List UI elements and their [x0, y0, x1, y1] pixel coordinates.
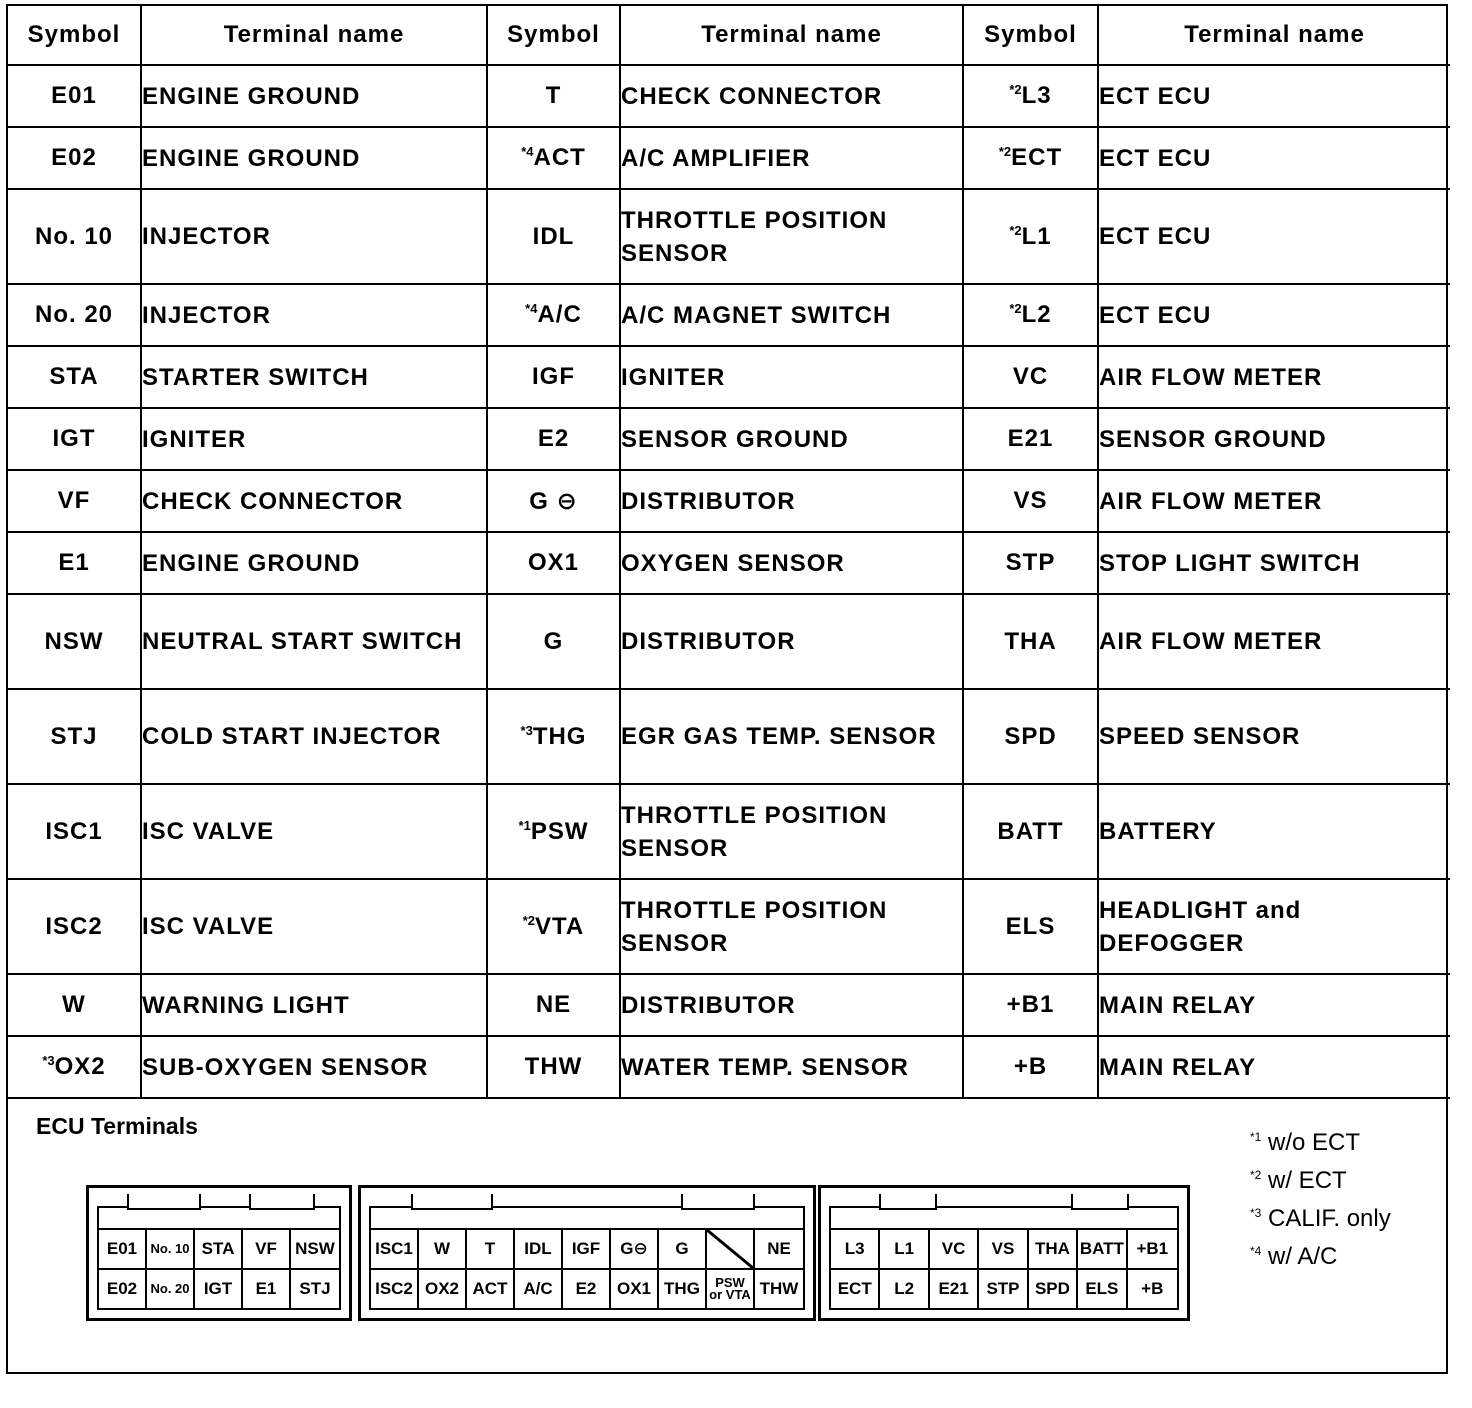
connector-c-pin: ECT [831, 1268, 880, 1308]
ecu-connector-a [86, 1185, 352, 1321]
connector-c-pin: L3 [831, 1228, 880, 1268]
terminal-name-cell: IGNITER [141, 408, 487, 470]
footnote-mark: *2 [1250, 1168, 1262, 1182]
connector-c-pins [831, 1228, 1177, 1308]
terminal-name-cell: THROTTLE POSITION SENSOR [620, 189, 963, 284]
connector-b-pin: E2 [563, 1268, 611, 1308]
connector-a-pin: VF [243, 1228, 291, 1268]
connector-a-pin: E1 [243, 1268, 291, 1308]
terminal-name-cell: ECT ECU [1098, 127, 1450, 189]
header-symbol-1: Symbol [8, 6, 141, 65]
terminal-sheet [6, 4, 1448, 1374]
connector-c-pin: VS [979, 1228, 1028, 1268]
header-terminal-name-3: Terminal name [1098, 6, 1450, 65]
ecu-terminals-section [8, 1099, 1446, 1373]
symbol-cell: OX1 [487, 532, 620, 594]
footnote-text: w/ ECT [1268, 1167, 1347, 1194]
connector-a-pins [99, 1228, 339, 1308]
terminal-name-cell: OXYGEN SENSOR [620, 532, 963, 594]
ecu-connector-b [358, 1185, 816, 1321]
symbol-cell: E21 [963, 408, 1098, 470]
terminal-name-cell: MAIN RELAY [1098, 974, 1450, 1036]
terminal-name-cell: INJECTOR [141, 284, 487, 346]
symbol-cell: NE [487, 974, 620, 1036]
terminal-name-cell: AIR FLOW METER [1098, 346, 1450, 408]
symbol-cell: E2 [487, 408, 620, 470]
symbol-cell: VF [8, 470, 141, 532]
connector-b-pin: IDL [515, 1228, 563, 1268]
symbol-cell: ISC2 [8, 879, 141, 974]
footnote-mark: *1 [1250, 1130, 1262, 1144]
symbol-cell: $^{*3}$THG [487, 689, 620, 784]
terminal-name-cell: ENGINE GROUND [141, 532, 487, 594]
connector-b-pin: W [419, 1228, 467, 1268]
terminal-name-cell: ISC VALVE [141, 879, 487, 974]
connector-key-notch [127, 1194, 201, 1210]
table-row [8, 879, 1450, 974]
symbol-cell: STJ [8, 689, 141, 784]
connector-b-pin: NE [755, 1228, 803, 1268]
table-row [8, 408, 1450, 470]
table-row [8, 470, 1450, 532]
terminal-name-cell: WATER TEMP. SENSOR [620, 1036, 963, 1098]
terminal-name-cell: INJECTOR [141, 189, 487, 284]
terminal-name-cell: ENGINE GROUND [141, 65, 487, 127]
symbol-cell: VC [963, 346, 1098, 408]
header-symbol-2: Symbol [487, 6, 620, 65]
connector-b-pin: THW [755, 1268, 803, 1308]
symbol-cell: No. 10 [8, 189, 141, 284]
ecu-terminals-title: ECU Terminals [36, 1113, 198, 1139]
connector-b-pin: OX2 [419, 1268, 467, 1308]
symbol-cell: STP [963, 532, 1098, 594]
terminal-name-cell: IGNITER [620, 346, 963, 408]
symbol-cell: $^{*2}$L1 [963, 189, 1098, 284]
table-row [8, 974, 1450, 1036]
terminal-name-cell: CHECK CONNECTOR [620, 65, 963, 127]
symbol-cell: $^{*2}$VTA [487, 879, 620, 974]
connector-a-pin: E01 [99, 1228, 147, 1268]
connector-b-pin: PSW or VTA [707, 1268, 755, 1308]
symbol-cell: ELS [963, 879, 1098, 974]
connector-key-notch [1071, 1194, 1129, 1210]
terminal-name-cell: SUB-OXYGEN SENSOR [141, 1036, 487, 1098]
connector-a-pin: IGT [195, 1268, 243, 1308]
symbol-cell: E01 [8, 65, 141, 127]
terminal-name-cell: ECT ECU [1098, 189, 1450, 284]
connector-c-pin: L2 [880, 1268, 929, 1308]
connector-b-pin: IGF [563, 1228, 611, 1268]
symbol-cell: $^{*3}$OX2 [8, 1036, 141, 1098]
symbol-cell: G [487, 594, 620, 689]
connector-c-pin: STP [979, 1268, 1028, 1308]
symbol-cell: +B [963, 1036, 1098, 1098]
terminal-name-cell: STARTER SWITCH [141, 346, 487, 408]
footnote-mark: *4 [1250, 1244, 1262, 1258]
connector-b-pin: G⊖ [611, 1228, 659, 1268]
terminal-name-cell: CHECK CONNECTOR [141, 470, 487, 532]
connector-c-body [829, 1206, 1179, 1310]
connector-b-pin: THG [659, 1268, 707, 1308]
symbol-cell: IGF [487, 346, 620, 408]
header-symbol-3: Symbol [963, 6, 1098, 65]
table-row [8, 65, 1450, 127]
connector-a-pin: NSW [291, 1228, 339, 1268]
symbol-cell: ISC1 [8, 784, 141, 879]
symbol-cell: $^{*1}$PSW [487, 784, 620, 879]
terminal-name-cell: ECT ECU [1098, 284, 1450, 346]
table-row [8, 189, 1450, 284]
symbol-cell: E1 [8, 532, 141, 594]
ecu-connector-c [818, 1185, 1190, 1321]
terminal-name-cell: DISTRIBUTOR [620, 594, 963, 689]
connector-c-pin: +B1 [1128, 1228, 1177, 1268]
connector-key-notch [681, 1194, 755, 1210]
terminal-name-cell: THROTTLE POSITION SENSOR [620, 879, 963, 974]
connector-c-pin: +B [1128, 1268, 1177, 1308]
connector-key-notch [411, 1194, 493, 1210]
symbol-cell: VS [963, 470, 1098, 532]
symbol-cell: $^{*4}$A/C [487, 284, 620, 346]
symbol-cell: IDL [487, 189, 620, 284]
terminal-name-cell: AIR FLOW METER [1098, 470, 1450, 532]
terminal-name-cell: EGR GAS TEMP. SENSOR [620, 689, 963, 784]
symbol-cell: G ⊖ [487, 470, 620, 532]
symbol-cell: $^{*2}$L3 [963, 65, 1098, 127]
terminal-name-cell: DISTRIBUTOR [620, 974, 963, 1036]
footnote-4 [1250, 1235, 1391, 1273]
symbol-cell: BATT [963, 784, 1098, 879]
terminal-name-cell: SENSOR GROUND [1098, 408, 1450, 470]
connector-b-pin: ACT [467, 1268, 515, 1308]
table-row [8, 532, 1450, 594]
connector-b-pin: G [659, 1228, 707, 1268]
connector-b-pin [707, 1228, 755, 1268]
footnote-text: w/ A/C [1268, 1243, 1338, 1270]
symbol-cell: E02 [8, 127, 141, 189]
symbol-cell: SPD [963, 689, 1098, 784]
symbol-cell: T [487, 65, 620, 127]
symbol-cell: No. 20 [8, 284, 141, 346]
connector-a-pin: STJ [291, 1268, 339, 1308]
table-row [8, 127, 1450, 189]
symbol-cell: W [8, 974, 141, 1036]
symbol-cell: $^{*2}$L2 [963, 284, 1098, 346]
symbol-cell: $^{*2}$ECT [963, 127, 1098, 189]
connector-b-pin: ISC1 [371, 1228, 419, 1268]
connector-c-pin: ELS [1078, 1268, 1127, 1308]
header-terminal-name-1: Terminal name [141, 6, 487, 65]
connector-key-notch [879, 1194, 937, 1210]
table-row [8, 594, 1450, 689]
footnote-text: w/o ECT [1268, 1129, 1361, 1156]
symbol-cell: $^{*4}$ACT [487, 127, 620, 189]
symbol-cell: IGT [8, 408, 141, 470]
table-row [8, 284, 1450, 346]
connector-a-pin: No. 10 [147, 1228, 195, 1268]
connector-a-pin: STA [195, 1228, 243, 1268]
connector-c-pin: SPD [1029, 1268, 1078, 1308]
connector-b-pin: A/C [515, 1268, 563, 1308]
terminal-name-cell: MAIN RELAY [1098, 1036, 1450, 1098]
terminal-name-cell: A/C MAGNET SWITCH [620, 284, 963, 346]
table-row [8, 784, 1450, 879]
terminal-table-body [8, 65, 1450, 1098]
connector-b-pin: OX1 [611, 1268, 659, 1308]
symbol-cell: NSW [8, 594, 141, 689]
terminal-name-cell: HEADLIGHT and DEFOGGER [1098, 879, 1450, 974]
terminal-name-cell: A/C AMPLIFIER [620, 127, 963, 189]
footnote-3 [1250, 1197, 1391, 1235]
connector-a-pin: No. 20 [147, 1268, 195, 1308]
footnote-2 [1250, 1159, 1391, 1197]
symbol-cell: THA [963, 594, 1098, 689]
connector-c-pin: L1 [880, 1228, 929, 1268]
footnotes [1250, 1121, 1391, 1273]
connector-key-notch [249, 1194, 315, 1210]
footnote-mark: *3 [1250, 1206, 1262, 1220]
symbol-cell: THW [487, 1036, 620, 1098]
table-row [8, 1036, 1450, 1098]
connector-c-pin: BATT [1078, 1228, 1127, 1268]
connector-b-pins [371, 1228, 803, 1308]
connector-c-pin: VC [930, 1228, 979, 1268]
symbol-cell: STA [8, 346, 141, 408]
terminal-name-cell: ISC VALVE [141, 784, 487, 879]
terminal-name-cell: THROTTLE POSITION SENSOR [620, 784, 963, 879]
symbol-cell: +B1 [963, 974, 1098, 1036]
footnote-1 [1250, 1121, 1391, 1159]
footnote-text: CALIF. only [1268, 1205, 1391, 1232]
connector-b-body [369, 1206, 805, 1310]
terminal-name-cell: ECT ECU [1098, 65, 1450, 127]
terminal-name-cell: BATTERY [1098, 784, 1450, 879]
terminal-name-cell: ENGINE GROUND [141, 127, 487, 189]
connector-a-pin: E02 [99, 1268, 147, 1308]
connector-b-pin: T [467, 1228, 515, 1268]
connector-c-pin: E21 [930, 1268, 979, 1308]
connector-c-pin: THA [1029, 1228, 1078, 1268]
header-terminal-name-2: Terminal name [620, 6, 963, 65]
terminal-name-cell: DISTRIBUTOR [620, 470, 963, 532]
terminal-name-cell: STOP LIGHT SWITCH [1098, 532, 1450, 594]
terminal-name-cell: NEUTRAL START SWITCH [141, 594, 487, 689]
connector-a-body [97, 1206, 341, 1310]
terminal-name-cell: WARNING LIGHT [141, 974, 487, 1036]
terminal-table [8, 6, 1450, 1099]
terminal-name-cell: SENSOR GROUND [620, 408, 963, 470]
terminal-name-cell: COLD START INJECTOR [141, 689, 487, 784]
connector-b-pin: ISC2 [371, 1268, 419, 1308]
table-row [8, 689, 1450, 784]
terminal-name-cell: AIR FLOW METER [1098, 594, 1450, 689]
terminal-name-cell: SPEED SENSOR [1098, 689, 1450, 784]
table-row [8, 346, 1450, 408]
